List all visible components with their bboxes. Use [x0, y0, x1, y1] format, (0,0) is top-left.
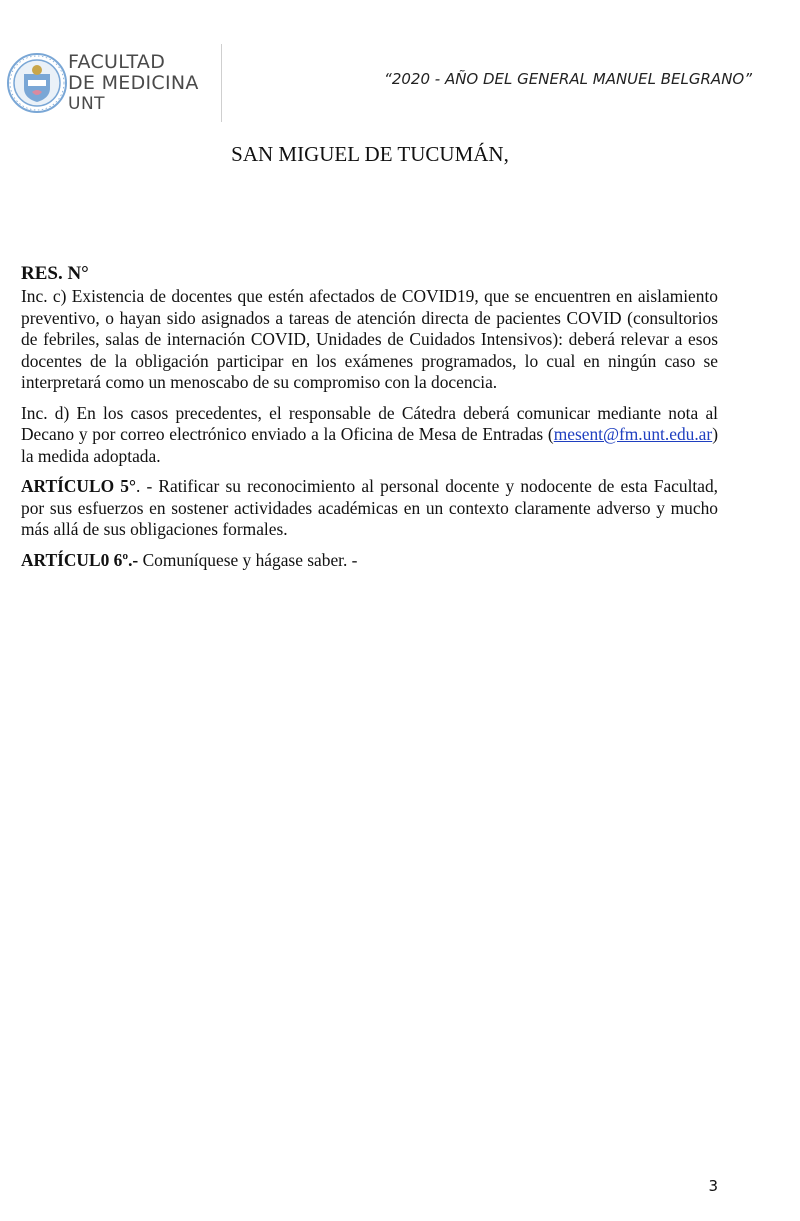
logo-line-2: DE MEDICINA: [68, 72, 199, 94]
logo-line-3: UNT: [68, 94, 106, 114]
resolution-number: RES. N°: [21, 263, 89, 284]
faculty-logo: [6, 44, 222, 122]
page-header: [0, 0, 800, 130]
paragraph-inc-d: [21, 403, 718, 468]
inc-d-text-before: Inc. d) En los casos precedentes, el responsable de Cátedra deberá comunicar mediante nota al Decano y por correo electrónico enviado a la Oficina de Mesa de Entradas (: [21, 402, 718, 444]
university-seal-icon: [6, 44, 68, 122]
faculty-logo-text: [68, 52, 199, 115]
logo-line-1: FACULTAD: [68, 51, 166, 73]
page-number: 3: [708, 1177, 718, 1195]
article-6: [21, 550, 718, 572]
article-5-text: . - Ratificar su reconocimiento al personal docente y nodocente de esta Facultad, por sus esfuerzos en sostener actividades académicas en un contexto claramente adverso y mucho más allá de sus obligaciones formales.: [21, 476, 718, 539]
email-link[interactable]: mesent@fm.unt.edu.ar: [553, 424, 713, 444]
logo-divider: [221, 44, 222, 122]
paragraph-inc-c: Inc. c) Existencia de docentes que estén afectados de COVID19, que se encuentren en aislamiento preventivo, o hayan sido asignados a tareas de atención directa de pacientes COVID (consultorios de febriles, salas de internación COVID, Unidades de Cuidados Intensivos): deberá relevar a esos docentes de la obligación participar en los exámenes programados, lo cual en ningún caso se interpretará como un menoscabo de su compromiso con la docencia.: [21, 286, 718, 392]
article-6-text: Comuníquese y hágase saber. -: [138, 549, 358, 570]
article-6-label: ARTÍCUL0 6º.-: [21, 549, 139, 570]
header-motto: “2020 - AÑO DEL GENERAL MANUEL BELGRANO”: [384, 70, 752, 88]
article-5-label: ARTÍCULO 5°: [21, 476, 136, 496]
inc-d-text-after: ) la medida adoptada.: [21, 424, 718, 466]
document-body: [21, 262, 718, 580]
city-heading: SAN MIGUEL DE TUCUMÁN,: [231, 142, 509, 166]
article-5: [21, 476, 718, 541]
